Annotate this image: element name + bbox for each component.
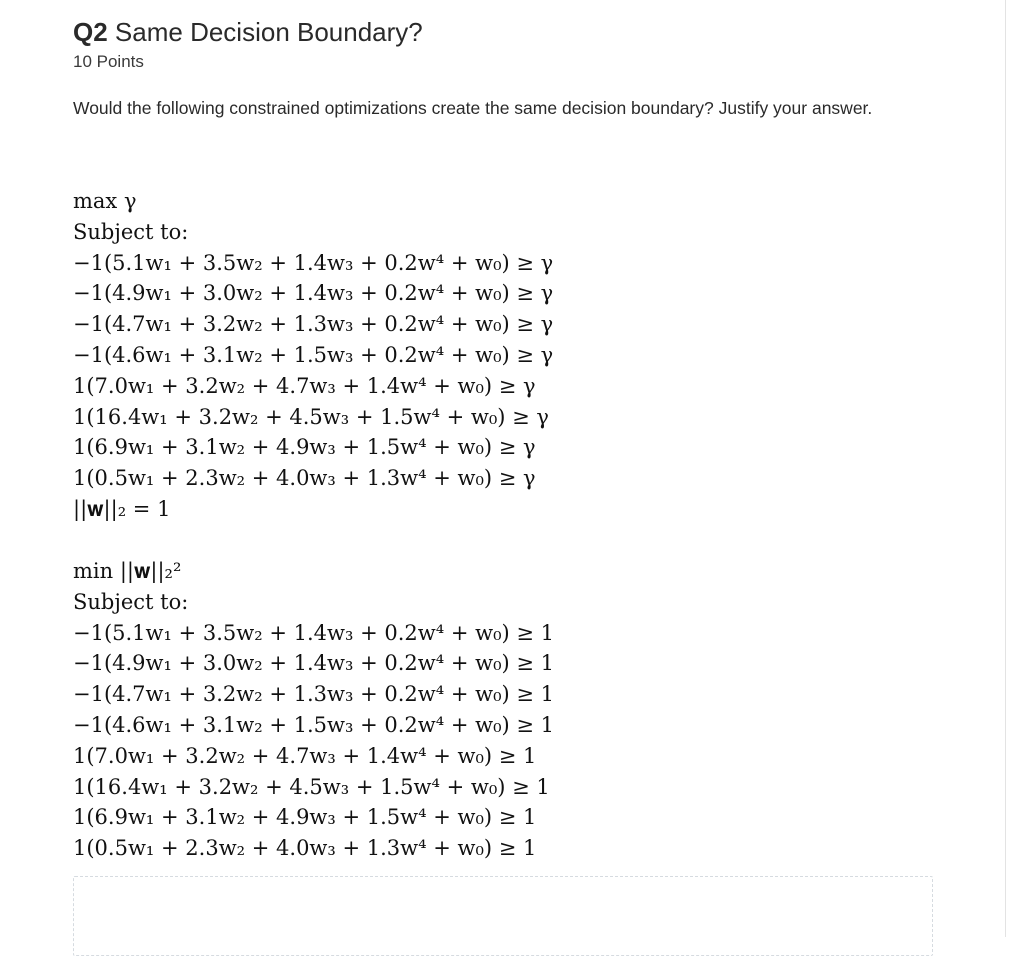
objective-max-gamma: max γ (73, 189, 137, 213)
constraint-line: 1(7.0w₁ + 3.2w₂ + 4.7w₃ + 1.4w⁴ + w₀) ≥ 1 (73, 743, 537, 768)
objective-min-norm: min ||𝐰||₂² (73, 559, 182, 583)
constraint-line: −1(4.6w₁ + 3.1w₂ + 1.5w₃ + 0.2w⁴ + w₀) ≥ 1 (73, 712, 554, 737)
constraint-line: −1(4.7w₁ + 3.2w₂ + 1.3w₃ + 0.2w⁴ + w₀) ≥ γ (73, 312, 554, 337)
question-points: 10 Points (73, 52, 144, 71)
constraint-line: −1(5.1w₁ + 3.5w₂ + 1.4w₃ + 0.2w⁴ + w₀) ≥ γ (73, 250, 554, 275)
constraint-line: 1(6.9w₁ + 3.1w₂ + 4.9w₃ + 1.5w⁴ + w₀) ≥ γ (73, 435, 536, 460)
question-title-text: Same Decision Boundary? (114, 17, 423, 47)
constraint-line: 1(0.5w₁ + 2.3w₂ + 4.0w₃ + 1.3w⁴ + w₀) ≥ 1 (73, 836, 537, 861)
norm-constraint: ||𝐰||₂ = 1 (73, 496, 171, 521)
subject-to-label: Subject to: (73, 589, 189, 614)
constraint-line: −1(4.9w₁ + 3.0w₂ + 1.4w₃ + 0.2w⁴ + w₀) ≥ 1 (73, 651, 554, 676)
constraint-line: 1(6.9w₁ + 3.1w₂ + 4.9w₃ + 1.5w⁴ + w₀) ≥ 1 (73, 805, 537, 830)
optimization-1 (73, 186, 553, 525)
constraint-line: 1(7.0w₁ + 3.2w₂ + 4.7w₃ + 1.4w⁴ + w₀) ≥ γ (73, 373, 536, 398)
optimization-2 (73, 556, 554, 864)
question-number: Q2 (73, 17, 108, 47)
constraint-line: −1(4.6w₁ + 3.1w₂ + 1.5w₃ + 0.2w⁴ + w₀) ≥ γ (73, 342, 554, 367)
answer-input-box[interactable] (73, 876, 933, 956)
constraint-line: −1(5.1w₁ + 3.5w₂ + 1.4w₃ + 0.2w⁴ + w₀) ≥ 1 (73, 620, 554, 645)
question-prompt: Would the following constrained optimizations create the same decision boundary? Justify your answer. (73, 98, 873, 118)
question-title (73, 15, 423, 49)
constraint-line: −1(4.9w₁ + 3.0w₂ + 1.4w₃ + 0.2w⁴ + w₀) ≥ γ (73, 281, 554, 306)
constraint-line: 1(0.5w₁ + 2.3w₂ + 4.0w₃ + 1.3w⁴ + w₀) ≥ γ (73, 466, 536, 491)
constraint-line: 1(16.4w₁ + 3.2w₂ + 4.5w₃ + 1.5w⁴ + w₀) ≥ 1 (73, 774, 550, 799)
constraint-line: 1(16.4w₁ + 3.2w₂ + 4.5w₃ + 1.5w⁴ + w₀) ≥ γ (73, 404, 549, 429)
constraint-line: −1(4.7w₁ + 3.2w₂ + 1.3w₃ + 0.2w⁴ + w₀) ≥ 1 (73, 682, 554, 707)
question-header (73, 15, 423, 72)
subject-to-label: Subject to: (73, 219, 189, 244)
